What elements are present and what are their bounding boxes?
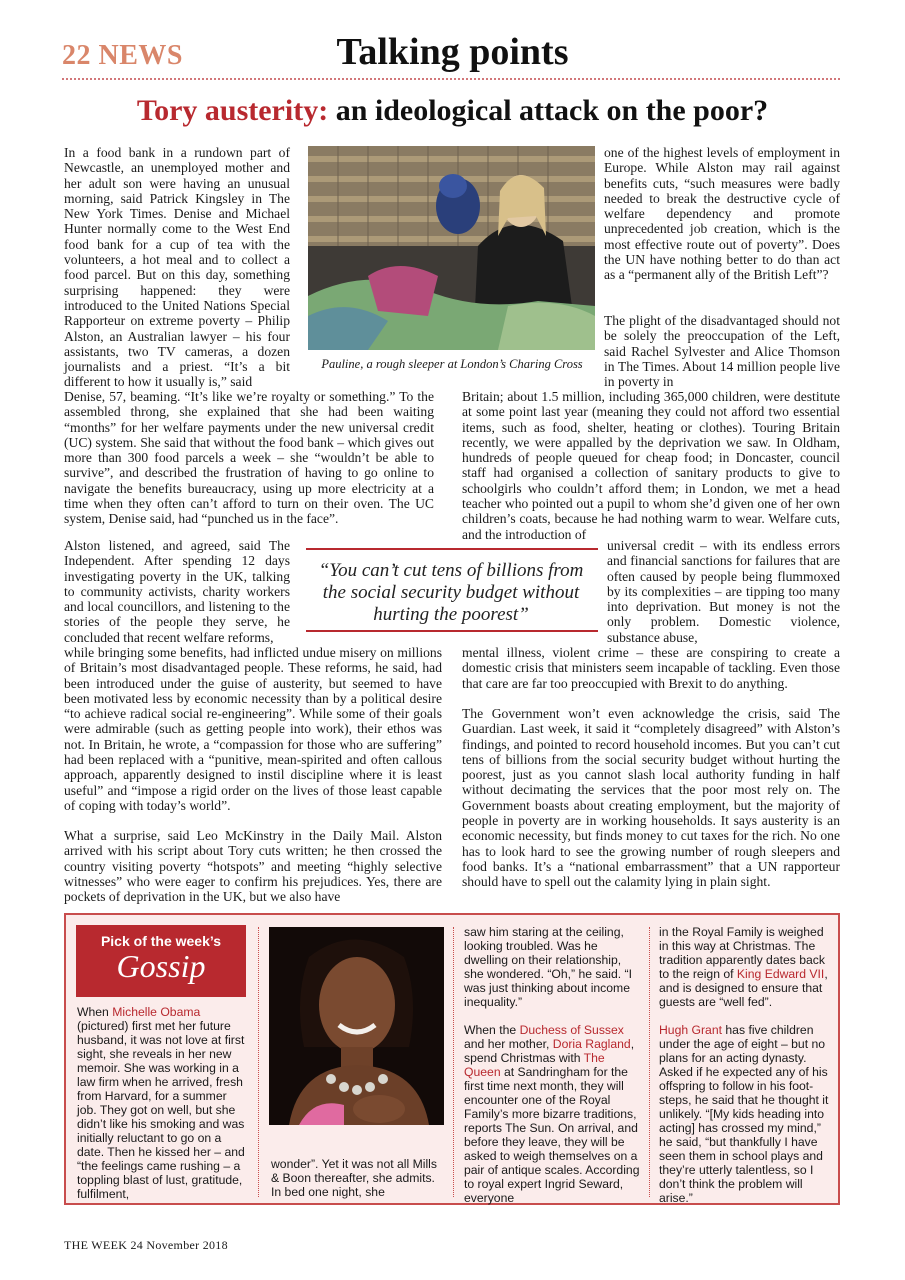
- article-paragraph-1-narrow: In a food bank in a rundown part of Newcastle, an unemployed mother and her adult son were having an unusual morning, said Patrick Kingsley in The New York Times. Denise and Michael Hunter normally come to the West End food bank for a cup of tea with the volunteers, a hot meal and to collect a food parcel. But on this day, something surprising happened: they were introduced to the United Nations Special Rapporteur on extreme poverty – Philip Alston, an Australian lawyer – his four assistants, two TV cameras, a dozen journalists and a priest. “It’s a bit different to how it usually is,” said: [64, 145, 290, 390]
- article-paragraph-3: What a surprise, said Leo McKinstry in the Daily Mail. Alston arrived with his script about Tory cuts written; he then crossed the country visiting poverty “hotspots” and meeting “highly selective witnesses” who were eager to confirm his prejudices. Yes, there are pockets of deprivation in the UK, but we also have: [64, 828, 442, 905]
- gossip-divider-3: [649, 927, 650, 1197]
- article-right-paragraph-2: The plight of the disadvantaged should not be solely the preoccupation of the Left, said Rachel Sylvester and Alice Thomson in The Times. About 14 million people live in poverty in: [604, 313, 840, 390]
- article-right-paragraph-2-wide: Britain; about 1.5 million, including 365,000 children, were destitute at some point last year (meaning they could not afford two essential items, such as food, shelter, heating or clothes). Touring Britain recently, we were appalled by the deprivation we saw. In Oldham, hundreds of people queued for cheap food; in Doncaster, council staff had organised a collection of sanitary products to give to schoolgirls who couldn’t afford them; in London, we met a head teacher who pointed out a pupil to whom she’d given one of her own children’s coats, because he had nothing warm to wear. Welfare cuts, and the introduction of: [462, 389, 840, 542]
- article-paragraph-2-wide: while bringing some benefits, had inflicted undue misery on millions of Britain’s most disadvantaged people. These reforms, he said, had been introduced under the guise of austerity, but seemed to have been motivated less by economic necessity than by a political desire “to achieve radical social re-engineering”. While some of their goals were admirable (such as getting people into work), their ethos was not. In Britain, he wrote, a “compassion for those who are suffering” had been replaced with a “punitive, mean-spirited and often callous approach, apparently designed to instil discipline where it is least useful” and “impose a rigid order on the lives of those least capable of coping with today’s world”.: [64, 645, 442, 813]
- pullquote-rule-top: [306, 548, 598, 550]
- gossip-column-2: wonder”. Yet it was not all Mills & Boon thereafter, she admits. In bed one night, she: [271, 1157, 437, 1199]
- gossip-badge-top: Pick of the week’s: [100, 933, 222, 949]
- gossip-name-hugh-grant: Hugh Grant: [659, 1023, 723, 1037]
- gossip-column-1: When Michelle Obama (pictured) first met her future husband, it was not love at first sight, she reveals in her new memoir. She was working in a law firm when he arrived, fresh from Harvard, for a summer job. They got on well, but she didn’t like his smoking and was initially reluctant to go on a date. Then he kissed her – and “the feelings came rushing – a toppling blast of lust, gratitude, fulfilment,: [77, 1005, 245, 1201]
- article-paragraph-1-wide: Denise, 57, beaming. “It’s like we’re royalty or something.” To the assembled throng, she explained that she had been waiting “months” for her welfare payments under the new universal credit (UC) system. She said that without the food bank – which gives out more than 300 food parcels a week – she “wouldn’t be able to survive”, and described the frustration of having to go online to navigate the benefits bureaucracy, using up more electricity at a time when they often can’t afford to turn on their oven. The UC system, Denise said, had “punched us in the face”.: [64, 389, 434, 527]
- michelle-obama-photo: [269, 927, 444, 1125]
- gossip-divider-2: [453, 927, 454, 1197]
- gossip-badge-title: Gossip: [116, 948, 206, 984]
- gossip-name-doria-ragland: Doria Ragland: [552, 1037, 631, 1051]
- rough-sleeper-photo: [308, 146, 595, 350]
- article-paragraph-2-narrow: Alston listened, and agreed, said The Independent. After spending 12 days investigating poverty in the UK, talking to community activists, charity workers and local councillors, and listening to the stories of the people they serve, he concluded that recent welfare reforms,: [64, 538, 290, 645]
- rough-sleeper-illustration: [308, 146, 595, 350]
- pullquote-rule-bottom: [306, 630, 598, 632]
- article-right-paragraph-2-narrow: universal credit – with its endless errors and financial sanctions for failures that are often caused by people being flummoxed by its complexities – are tipping too many into deprivation. But money is not the only problem. Domestic violence, substance abuse,: [607, 538, 840, 645]
- page-title: Talking points: [336, 31, 569, 73]
- page-number: 22 NEWS: [62, 40, 183, 71]
- page-footer: THE WEEK 24 November 2018: [64, 1238, 228, 1252]
- article-right-paragraph-2-end: mental illness, violent crime – these are conspiring to create a domestic crisis that ministers seem incapable of tackling. Even those that care are far too preoccupied with Brexit to do anything.: [462, 645, 840, 691]
- article-right-paragraph-3: The Government won’t even acknowledge the crisis, said The Guardian. Last week, it said it “completely disagreed” with Alston’s findings, and pointed to record household incomes. But you can’t cut tens of billions from the social security budget without hurting the poorest, just as you cannot slash local authority funding in half without decimating the services that the poor most rely on. The Government boasts about creating employment, but the majority of people in poverty are in working households. It says austerity is an economic necessity, but finds money to cut taxes for the rich. No one has to look hard to see the growing number of rough sleepers and food banks. It’s a “national embarrassment” that a UN rapporteur should have to spell out the calamity lying in plain sight.: [462, 706, 840, 890]
- gossip-badge: [76, 925, 246, 997]
- header-rule: [62, 78, 840, 80]
- gossip-name-duchess-of-sussex: Duchess of Sussex: [519, 1023, 624, 1037]
- gossip-box: [64, 913, 840, 1205]
- gossip-name-the-queen: The Queen: [464, 1051, 605, 1079]
- gossip-column-4: in the Royal Family is weighed in this way at Christmas. The tradition apparently dates back to the reign of King Edward VII, and is designed to ensure that guests are “well fed”. Hugh Grant has five children under the age of eight – but no plans for an acting dynasty. Asked if he expected any of his offspring to follow in his foot-steps, he said that he thought it unlikely. “[My kids heading into acting] has crossed my mind,” he said, “but thankfully I have seen them in school plays and they’re utterly talentless, so I don’t think the problem will arise.”: [659, 925, 829, 1205]
- pullquote: “You can’t cut tens of billions from the social security budget without hurting the poorest”: [318, 560, 584, 625]
- gossip-column-3: saw him staring at the ceiling, looking troubled. Was he dwelling on their relationship, she wondered. “Oh,” he said. “I was just thinking about income inequality.” When the Duchess of Sussex and her mother, Doria Ragland, spend Christmas with The Queen at Sandringham for the first time next month, they will encounter one of the Royal Family’s more bizarre traditions, reports The Sun. On arrival, and before they leave, they will be asked to weigh themselves on a pair of antique scales. According to royal expert Ingrid Seward, everyone: [464, 925, 640, 1205]
- michelle-obama-illustration: [269, 927, 444, 1125]
- article-right-paragraph-1: one of the highest levels of employment in Europe. While Alston may rail against benefits cuts, “such measures were badly needed to break the destructive cycle of welfare dependency and promote unprecedented job creation, which is the most effective route out of poverty”. Does the UN have nothing better to do than act as a “permanent ally of the British Left”?: [604, 145, 840, 283]
- gossip-name-king-edward: King Edward VII: [736, 967, 825, 981]
- gossip-name-michelle-obama: Michelle Obama: [112, 1005, 201, 1019]
- article-headline: Tory austerity: an ideological attack on the poor?: [136, 94, 769, 127]
- photo-caption: Pauline, a rough sleeper at London’s Charing Cross: [321, 357, 583, 371]
- gossip-divider-1: [258, 927, 259, 1197]
